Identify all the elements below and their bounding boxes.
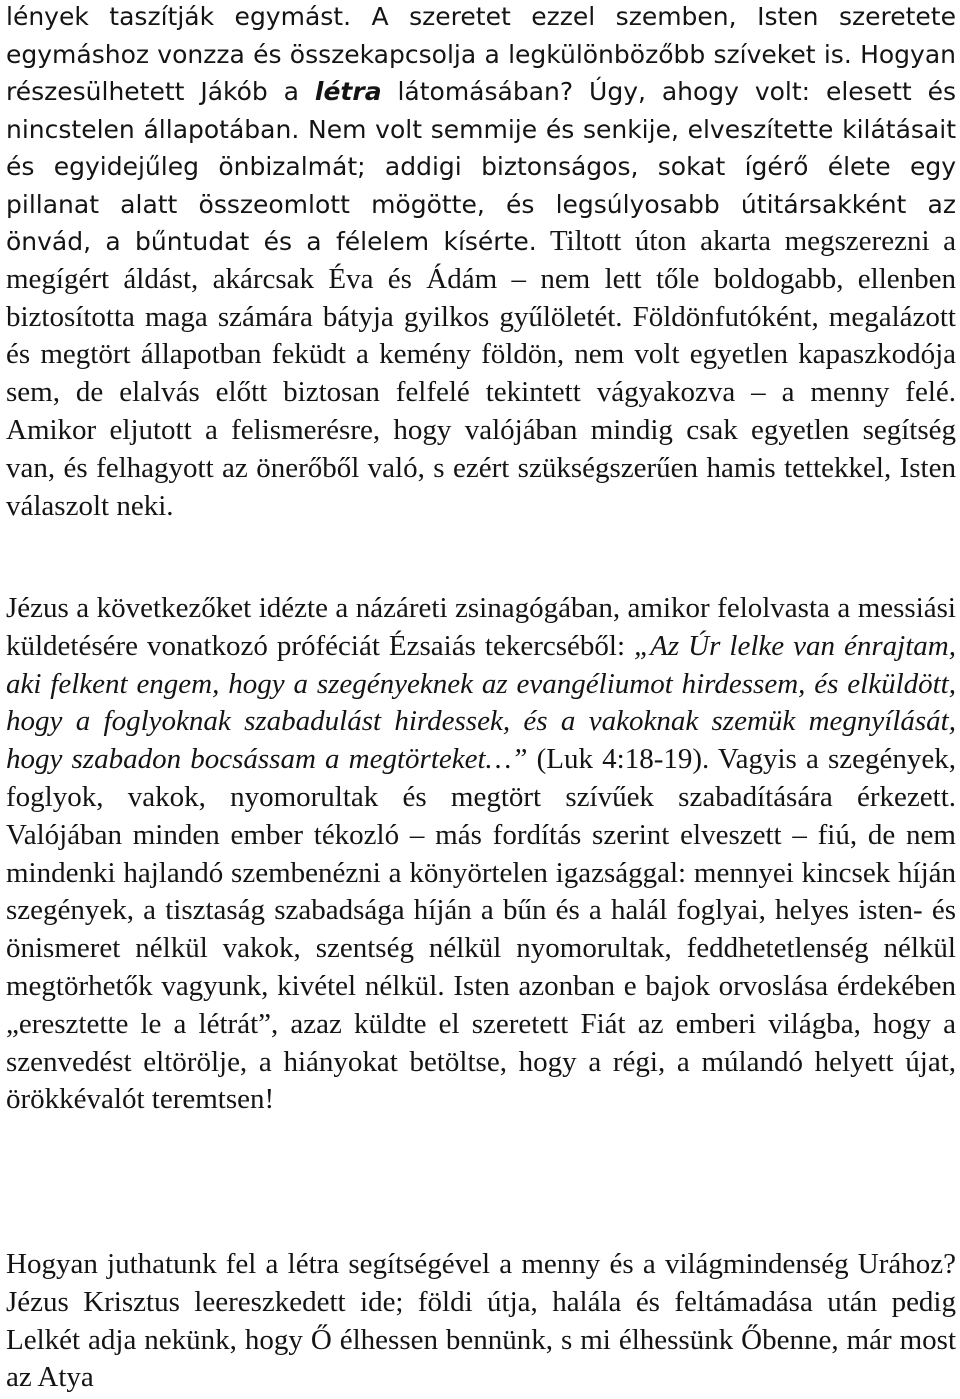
emphasis-letra: létra xyxy=(314,77,382,106)
paragraph-how-climb xyxy=(0,1246,960,1397)
text-segment: (Luk 4:18-19). Vagyis a szegények, foglyok, vakok, nyomorultak és megtört szívűek szabadítására érkezett. Valójában minden ember tékozló – más fordítás szerint elveszett – fiú, de nem mindenki hajlandó szembenézni a könyörtelen igazsággal: mennyei kincsek híján szegények, a tisztaság szabadsága híján a bűn és a halál foglyai, helyes isten- és önismeret nélkül vakok, szentség nélkül nyomorultak, feddhetetlenség nélkül megtörhetők vagyunk, kivétel nélkül. Isten azonban e bajok orvoslása érdekében „eresztette le a létrát”, azaz küldte el szeretett Fiát az emberi világba, hogy a szenvedést eltörölje, a hiányokat betöltse, hogy a régi, a múlandó helyett újat, örökkévalót teremtsen! xyxy=(6,743,956,1116)
text-segment: Hogyan juthatunk fel a létra segítségével a menny és a világmindenség Urához? Jézus Krisztus leereszkedett ide; földi útja, halála és feltámadása után pedig Lelkét adja nekünk, hogy Ő élhessen bennünk, s mi élhessünk Őbenne, már most az Atya xyxy=(6,1248,956,1394)
text-segment: látomásában? Úgy, ahogy volt: elesett és nincstelen állapotában. Nem volt semmije és senkije, elveszítette kilátásait és egyidejűleg önbizalmát; addigi biztonságos, sokat ígérő élete egy pillanat alatt összeomlott mögötte, és legsúlyosabb útitársakként az önvád, a bűntudat és a félelem kísérte. xyxy=(6,77,956,256)
scripture-quote: „Az Úr lelke van énrajtam, aki felkent engem, hogy a szegényeknek az evangéliumot hirdessem, és elküldött, hogy a foglyoknak szabadulást hirdessek, és a vakoknak szemük megnyílását, hogy szabadon bocsássam a megtörteket…” xyxy=(6,629,956,776)
paragraph-jesus-nazareth xyxy=(0,590,960,1119)
text-segment: lények taszítják egymást. A szeretet ezzel szemben, Isten szeretete egymáshoz vonzza és összekapcsolja a legkülönbözőbb szíveket is. Hogyan részesülhetett Jákób a xyxy=(6,2,956,106)
paragraph-jakob-ladder xyxy=(0,0,960,525)
text-segment: Tiltott úton akarta megszerezni a megígért áldást, akárcsak Éva és Ádám – nem lett tőle boldogabb, ellenben biztosította maga számára bátyja gyilkos gyűlöletét. Földönfutóként, megalázott és megtört állapotban feküdt a kemény földön, nem volt egyetlen kapaszkodója sem, de elalvás előtt biztosan felfelé tekintett vágyakozva – a menny felé. Amikor eljutott a felismerésre, hogy valójában mindig csak egyetlen segítség van, és felhagyott az önerőből való, s ezért szükségszerűen hamis tettekkel, Isten válaszolt neki. xyxy=(6,225,957,522)
text-segment: Jézus a következőket idézte a názáreti zsinagógában, amikor felolvasta a messiási küldetésére vonatkozó próféciát Ézsaiás tekercséből: xyxy=(6,592,956,662)
